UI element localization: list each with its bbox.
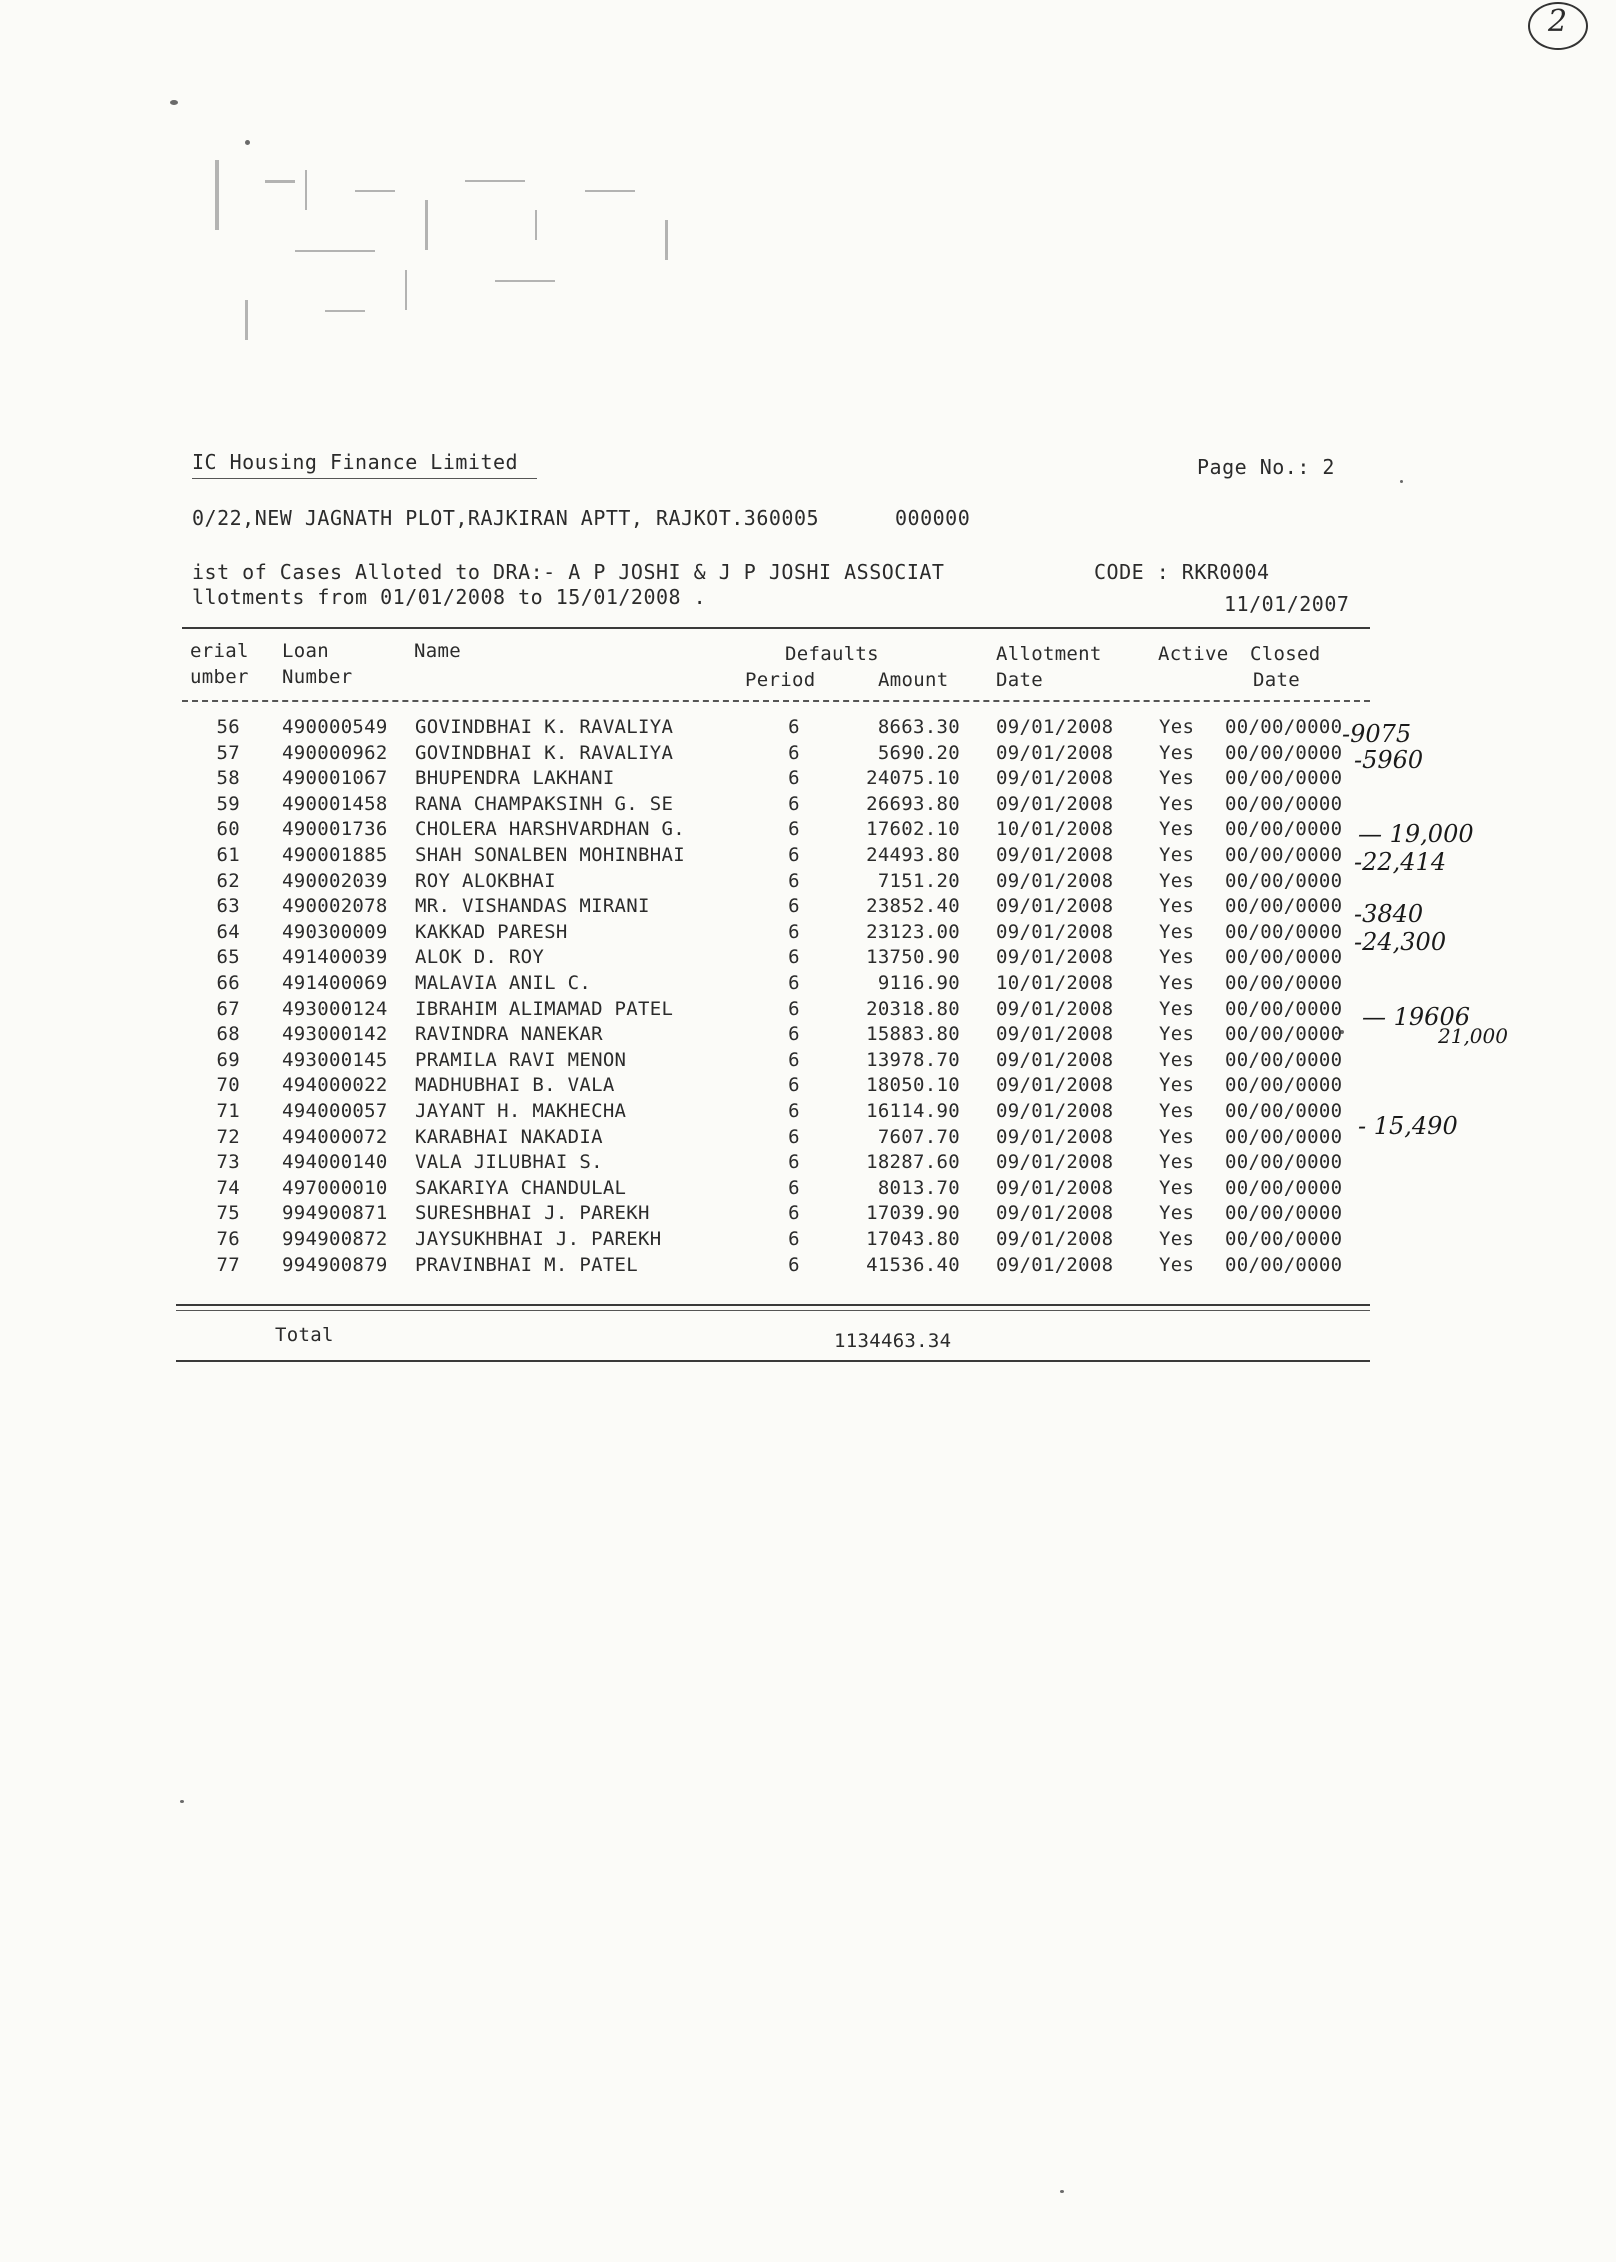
cell-serial: 57: [216, 742, 240, 764]
cell-name: PRAMILA RAVI MENON: [415, 1049, 627, 1071]
cell-closed: 00/00/0000: [1225, 998, 1343, 1020]
cell-loan: 490002078: [282, 895, 388, 917]
cell-closed: 00/00/0000: [1225, 1254, 1343, 1276]
cell-amount: 18287.60: [866, 1151, 960, 1173]
cell-loan: 494000022: [282, 1074, 388, 1096]
cell-closed: 00/00/0000: [1225, 1228, 1343, 1250]
cell-date: 09/01/2008: [996, 742, 1114, 764]
cell-amount: 7151.20: [877, 870, 960, 892]
cell-date: 09/01/2008: [996, 1049, 1114, 1071]
cell-serial: 77: [216, 1254, 240, 1276]
address-code: 000000: [895, 506, 971, 530]
cell-active: Yes: [1159, 998, 1195, 1020]
cell-loan: 491400039: [282, 946, 388, 968]
cell-serial: 71: [216, 1100, 240, 1122]
cell-date: 09/01/2008: [996, 946, 1114, 968]
cell-date: 09/01/2008: [996, 1023, 1114, 1045]
cell-period: 6: [788, 716, 800, 738]
cell-loan: 490001885: [282, 844, 388, 866]
cell-active: Yes: [1159, 1177, 1195, 1199]
cell-closed: 00/00/0000: [1225, 1126, 1343, 1148]
cell-period: 6: [788, 1228, 800, 1250]
cell-loan: 491400069: [282, 972, 388, 994]
cell-serial: 73: [216, 1151, 240, 1173]
col-allotment-2: Date: [996, 669, 1043, 691]
cell-serial: 63: [216, 895, 240, 917]
cell-period: 6: [788, 1023, 800, 1045]
cell-amount: 18050.10: [866, 1074, 960, 1096]
cell-name: RANA CHAMPAKSINH G. SE: [415, 793, 674, 815]
cell-loan: 493000124: [282, 998, 388, 1020]
cell-closed: 00/00/0000: [1225, 716, 1343, 738]
cell-serial: 67: [216, 998, 240, 1020]
handwritten-note: -5960: [1354, 746, 1424, 774]
handwritten-note: -24,300: [1354, 928, 1447, 956]
cell-amount: 7607.70: [877, 1126, 960, 1148]
cell-period: 6: [788, 767, 800, 789]
handwritten-note: -22,414: [1354, 848, 1447, 876]
cell-closed: 00/00/0000: [1225, 946, 1343, 968]
cell-amount: 24493.80: [866, 844, 960, 866]
list-title: ist of Cases Alloted to DRA:- A P JOSHI & J P JOSHI ASSOCIAT: [192, 560, 945, 584]
cell-serial: 66: [216, 972, 240, 994]
cell-loan: 994900871: [282, 1202, 388, 1224]
allotment-period: llotments from 01/01/2008 to 15/01/2008 .: [192, 585, 707, 609]
cell-active: Yes: [1159, 895, 1195, 917]
cell-name: SHAH SONALBEN MOHINBHAI: [415, 844, 685, 866]
cell-date: 09/01/2008: [996, 1100, 1114, 1122]
cell-serial: 58: [216, 767, 240, 789]
col-period: Period: [745, 669, 816, 691]
cell-serial: 69: [216, 1049, 240, 1071]
cell-name: KAKKAD PARESH: [415, 921, 568, 943]
cell-active: Yes: [1159, 1254, 1195, 1276]
cell-date: 09/01/2008: [996, 895, 1114, 917]
cell-name: JAYSUKHBHAI J. PAREKH: [415, 1228, 662, 1250]
cell-name: SURESHBHAI J. PAREKH: [415, 1202, 650, 1224]
cell-active: Yes: [1159, 1023, 1195, 1045]
cell-serial: 59: [216, 793, 240, 815]
cell-loan: 490001736: [282, 818, 388, 840]
col-serial-1: erial: [190, 640, 249, 662]
cell-date: 09/01/2008: [996, 793, 1114, 815]
cell-closed: 00/00/0000: [1225, 1177, 1343, 1199]
cell-date: 09/01/2008: [996, 1202, 1114, 1224]
handwritten-note: — 19606: [1362, 1003, 1470, 1031]
cell-name: ROY ALOKBHAI: [415, 870, 556, 892]
total-rule-top: [176, 1304, 1370, 1306]
header-rule: [182, 627, 1370, 629]
cell-amount: 20318.80: [866, 998, 960, 1020]
scan-speck: [245, 140, 250, 145]
col-defaults: Defaults: [785, 643, 879, 665]
cell-loan: 494000057: [282, 1100, 388, 1122]
cell-date: 10/01/2008: [996, 818, 1114, 840]
cell-date: 09/01/2008: [996, 998, 1114, 1020]
cell-period: 6: [788, 844, 800, 866]
cell-date: 09/01/2008: [996, 716, 1114, 738]
cell-closed: 00/00/0000: [1225, 1074, 1343, 1096]
cell-loan: 490000549: [282, 716, 388, 738]
cell-closed: 00/00/0000: [1225, 870, 1343, 892]
cell-amount: 41536.40: [866, 1254, 960, 1276]
cell-serial: 61: [216, 844, 240, 866]
col-active: Active: [1158, 643, 1229, 665]
total-amount: 1134463.34: [834, 1330, 952, 1352]
table-row: [0, 1074, 1616, 1100]
handwritten-note: 21,000: [1438, 1024, 1508, 1048]
cell-name: JAYANT H. MAKHECHA: [415, 1100, 627, 1122]
cell-amount: 24075.10: [866, 767, 960, 789]
col-loan-1: Loan: [282, 640, 329, 662]
col-closed-2: Date: [1253, 669, 1300, 691]
cell-serial: 60: [216, 818, 240, 840]
col-amount: Amount: [878, 669, 949, 691]
circled-page-number: [1528, 2, 1588, 50]
cell-serial: 65: [216, 946, 240, 968]
cell-loan: 490000962: [282, 742, 388, 764]
table-row: [0, 1254, 1616, 1280]
cell-date: 09/01/2008: [996, 1074, 1114, 1096]
cell-period: 6: [788, 1100, 800, 1122]
cell-period: 6: [788, 998, 800, 1020]
cell-name: GOVINDBHAI K. RAVALIYA: [415, 742, 674, 764]
cell-closed: 00/00/0000: [1225, 1049, 1343, 1071]
cell-loan: 497000010: [282, 1177, 388, 1199]
dra-code: CODE : RKR0004: [1094, 560, 1270, 584]
circled-number-text: 2: [1548, 4, 1568, 39]
cell-name: MADHUBHAI B. VALA: [415, 1074, 615, 1096]
cell-serial: 76: [216, 1228, 240, 1250]
cell-period: 6: [788, 818, 800, 840]
cell-closed: 00/00/0000: [1225, 921, 1343, 943]
cell-loan: 490300009: [282, 921, 388, 943]
cell-closed: 00/00/0000: [1225, 844, 1343, 866]
cell-amount: 26693.80: [866, 793, 960, 815]
cell-loan: 493000145: [282, 1049, 388, 1071]
cell-loan: 994900879: [282, 1254, 388, 1276]
scan-speck: [1400, 480, 1403, 483]
table-row: [0, 1202, 1616, 1228]
cell-name: BHUPENDRA LAKHANI: [415, 767, 615, 789]
col-loan-2: Number: [282, 666, 353, 688]
table-row: [0, 1228, 1616, 1254]
address: 0/22,NEW JAGNATH PLOT,RAJKIRAN APTT, RAJKOT.360005: [192, 506, 820, 530]
cell-loan: 994900872: [282, 1228, 388, 1250]
cell-serial: 75: [216, 1202, 240, 1224]
table-row: [0, 793, 1616, 819]
cell-active: Yes: [1159, 1228, 1195, 1250]
table-row: [0, 1177, 1616, 1203]
cell-period: 6: [788, 946, 800, 968]
table-row: [0, 1049, 1616, 1075]
company-name: IC Housing Finance Limited: [192, 450, 519, 474]
cell-serial: 56: [216, 716, 240, 738]
cell-active: Yes: [1159, 972, 1195, 994]
cell-name: VALA JILUBHAI S.: [415, 1151, 603, 1173]
cell-name: CHOLERA HARSHVARDHAN G.: [415, 818, 685, 840]
cell-period: 6: [788, 895, 800, 917]
handwritten-note: -3840: [1354, 900, 1424, 928]
col-name: Name: [414, 640, 461, 662]
cell-active: Yes: [1159, 742, 1195, 764]
cell-amount: 8013.70: [877, 1177, 960, 1199]
cell-active: Yes: [1159, 1126, 1195, 1148]
cell-date: 09/01/2008: [996, 921, 1114, 943]
cell-period: 6: [788, 921, 800, 943]
cell-loan: 490002039: [282, 870, 388, 892]
cell-closed: 00/00/0000: [1225, 767, 1343, 789]
cell-closed: 00/00/0000: [1225, 742, 1343, 764]
faded-logo-area: [205, 160, 765, 360]
cell-amount: 13750.90: [866, 946, 960, 968]
cell-serial: 70: [216, 1074, 240, 1096]
cell-amount: 16114.90: [866, 1100, 960, 1122]
cell-period: 6: [788, 1074, 800, 1096]
cell-period: 6: [788, 1177, 800, 1199]
cell-name: KARABHAI NAKADIA: [415, 1126, 603, 1148]
cell-loan: 490001458: [282, 793, 388, 815]
cell-closed: 00/00/0000: [1225, 1023, 1343, 1045]
cell-active: Yes: [1159, 1202, 1195, 1224]
cell-period: 6: [788, 1151, 800, 1173]
col-allotment-1: Allotment: [996, 643, 1102, 665]
total-rule-top-2: [176, 1310, 1370, 1311]
cell-loan: 493000142: [282, 1023, 388, 1045]
cell-amount: 17602.10: [866, 818, 960, 840]
cell-name: GOVINDBHAI K. RAVALIYA: [415, 716, 674, 738]
cell-period: 6: [788, 1254, 800, 1276]
column-header-rule: [182, 700, 1370, 702]
cell-closed: 00/00/0000: [1225, 895, 1343, 917]
cell-active: Yes: [1159, 921, 1195, 943]
cell-date: 09/01/2008: [996, 767, 1114, 789]
cell-closed: 00/00/0000: [1225, 818, 1343, 840]
cell-name: ALOK D. ROY: [415, 946, 545, 968]
cell-amount: 23123.00: [866, 921, 960, 943]
cell-amount: 13978.70: [866, 1049, 960, 1071]
cell-amount: 5690.20: [877, 742, 960, 764]
handwritten-note: - 15,490: [1358, 1112, 1458, 1140]
cell-amount: 9116.90: [877, 972, 960, 994]
cell-serial: 68: [216, 1023, 240, 1045]
cell-active: Yes: [1159, 716, 1195, 738]
cell-amount: 17039.90: [866, 1202, 960, 1224]
cell-name: PRAVINBHAI M. PATEL: [415, 1254, 639, 1276]
cell-date: 09/01/2008: [996, 1177, 1114, 1199]
scan-speck: [170, 100, 178, 105]
cell-name: MR. VISHANDAS MIRANI: [415, 895, 650, 917]
cell-amount: 17043.80: [866, 1228, 960, 1250]
cell-serial: 64: [216, 921, 240, 943]
cell-closed: 00/00/0000: [1225, 972, 1343, 994]
cell-active: Yes: [1159, 1049, 1195, 1071]
cell-loan: 494000072: [282, 1126, 388, 1148]
cell-closed: 00/00/0000: [1225, 793, 1343, 815]
scan-speck: [180, 1800, 184, 1803]
cell-period: 6: [788, 1126, 800, 1148]
cell-amount: 23852.40: [866, 895, 960, 917]
cell-active: Yes: [1159, 1074, 1195, 1096]
cell-date: 09/01/2008: [996, 1228, 1114, 1250]
cell-serial: 72: [216, 1126, 240, 1148]
cell-amount: 15883.80: [866, 1023, 960, 1045]
cell-active: Yes: [1159, 793, 1195, 815]
cell-loan: 490001067: [282, 767, 388, 789]
cell-name: IBRAHIM ALIMAMAD PATEL: [415, 998, 674, 1020]
cell-active: Yes: [1159, 818, 1195, 840]
cell-active: Yes: [1159, 946, 1195, 968]
cell-period: 6: [788, 1049, 800, 1071]
cell-period: 6: [788, 742, 800, 764]
cell-date: 09/01/2008: [996, 1151, 1114, 1173]
print-date: 11/01/2007: [1224, 592, 1350, 616]
cell-period: 6: [788, 870, 800, 892]
table-row: [0, 972, 1616, 998]
cell-name: RAVINDRA NANEKAR: [415, 1023, 603, 1045]
scan-speck: [1060, 2190, 1064, 2193]
cell-active: Yes: [1159, 870, 1195, 892]
handwritten-note: — 19,000: [1358, 820, 1474, 848]
cell-period: 6: [788, 1202, 800, 1224]
cell-name: SAKARIYA CHANDULAL: [415, 1177, 627, 1199]
cell-period: 6: [788, 972, 800, 994]
cell-serial: 74: [216, 1177, 240, 1199]
page-number: Page No.: 2: [1197, 455, 1335, 479]
total-label: Total: [275, 1324, 334, 1346]
cell-active: Yes: [1159, 844, 1195, 866]
cell-amount: 8663.30: [877, 716, 960, 738]
cell-date: 09/01/2008: [996, 1254, 1114, 1276]
cell-closed: 00/00/0000: [1225, 1100, 1343, 1122]
cell-active: Yes: [1159, 1151, 1195, 1173]
company-underline: [192, 478, 537, 479]
cell-active: Yes: [1159, 767, 1195, 789]
cell-active: Yes: [1159, 1100, 1195, 1122]
cell-closed: 00/00/0000: [1225, 1202, 1343, 1224]
cell-serial: 62: [216, 870, 240, 892]
cell-loan: 494000140: [282, 1151, 388, 1173]
col-closed-1: Closed: [1250, 643, 1321, 665]
col-serial-2: umber: [190, 666, 249, 688]
table-row: [0, 1151, 1616, 1177]
cell-period: 6: [788, 793, 800, 815]
cell-date: 10/01/2008: [996, 972, 1114, 994]
cell-name: MALAVIA ANIL C.: [415, 972, 592, 994]
cell-date: 09/01/2008: [996, 870, 1114, 892]
total-rule-bottom: [176, 1360, 1370, 1362]
cell-date: 09/01/2008: [996, 844, 1114, 866]
handwritten-note: -9075: [1342, 720, 1412, 748]
cell-date: 09/01/2008: [996, 1126, 1114, 1148]
cell-closed: 00/00/0000: [1225, 1151, 1343, 1173]
